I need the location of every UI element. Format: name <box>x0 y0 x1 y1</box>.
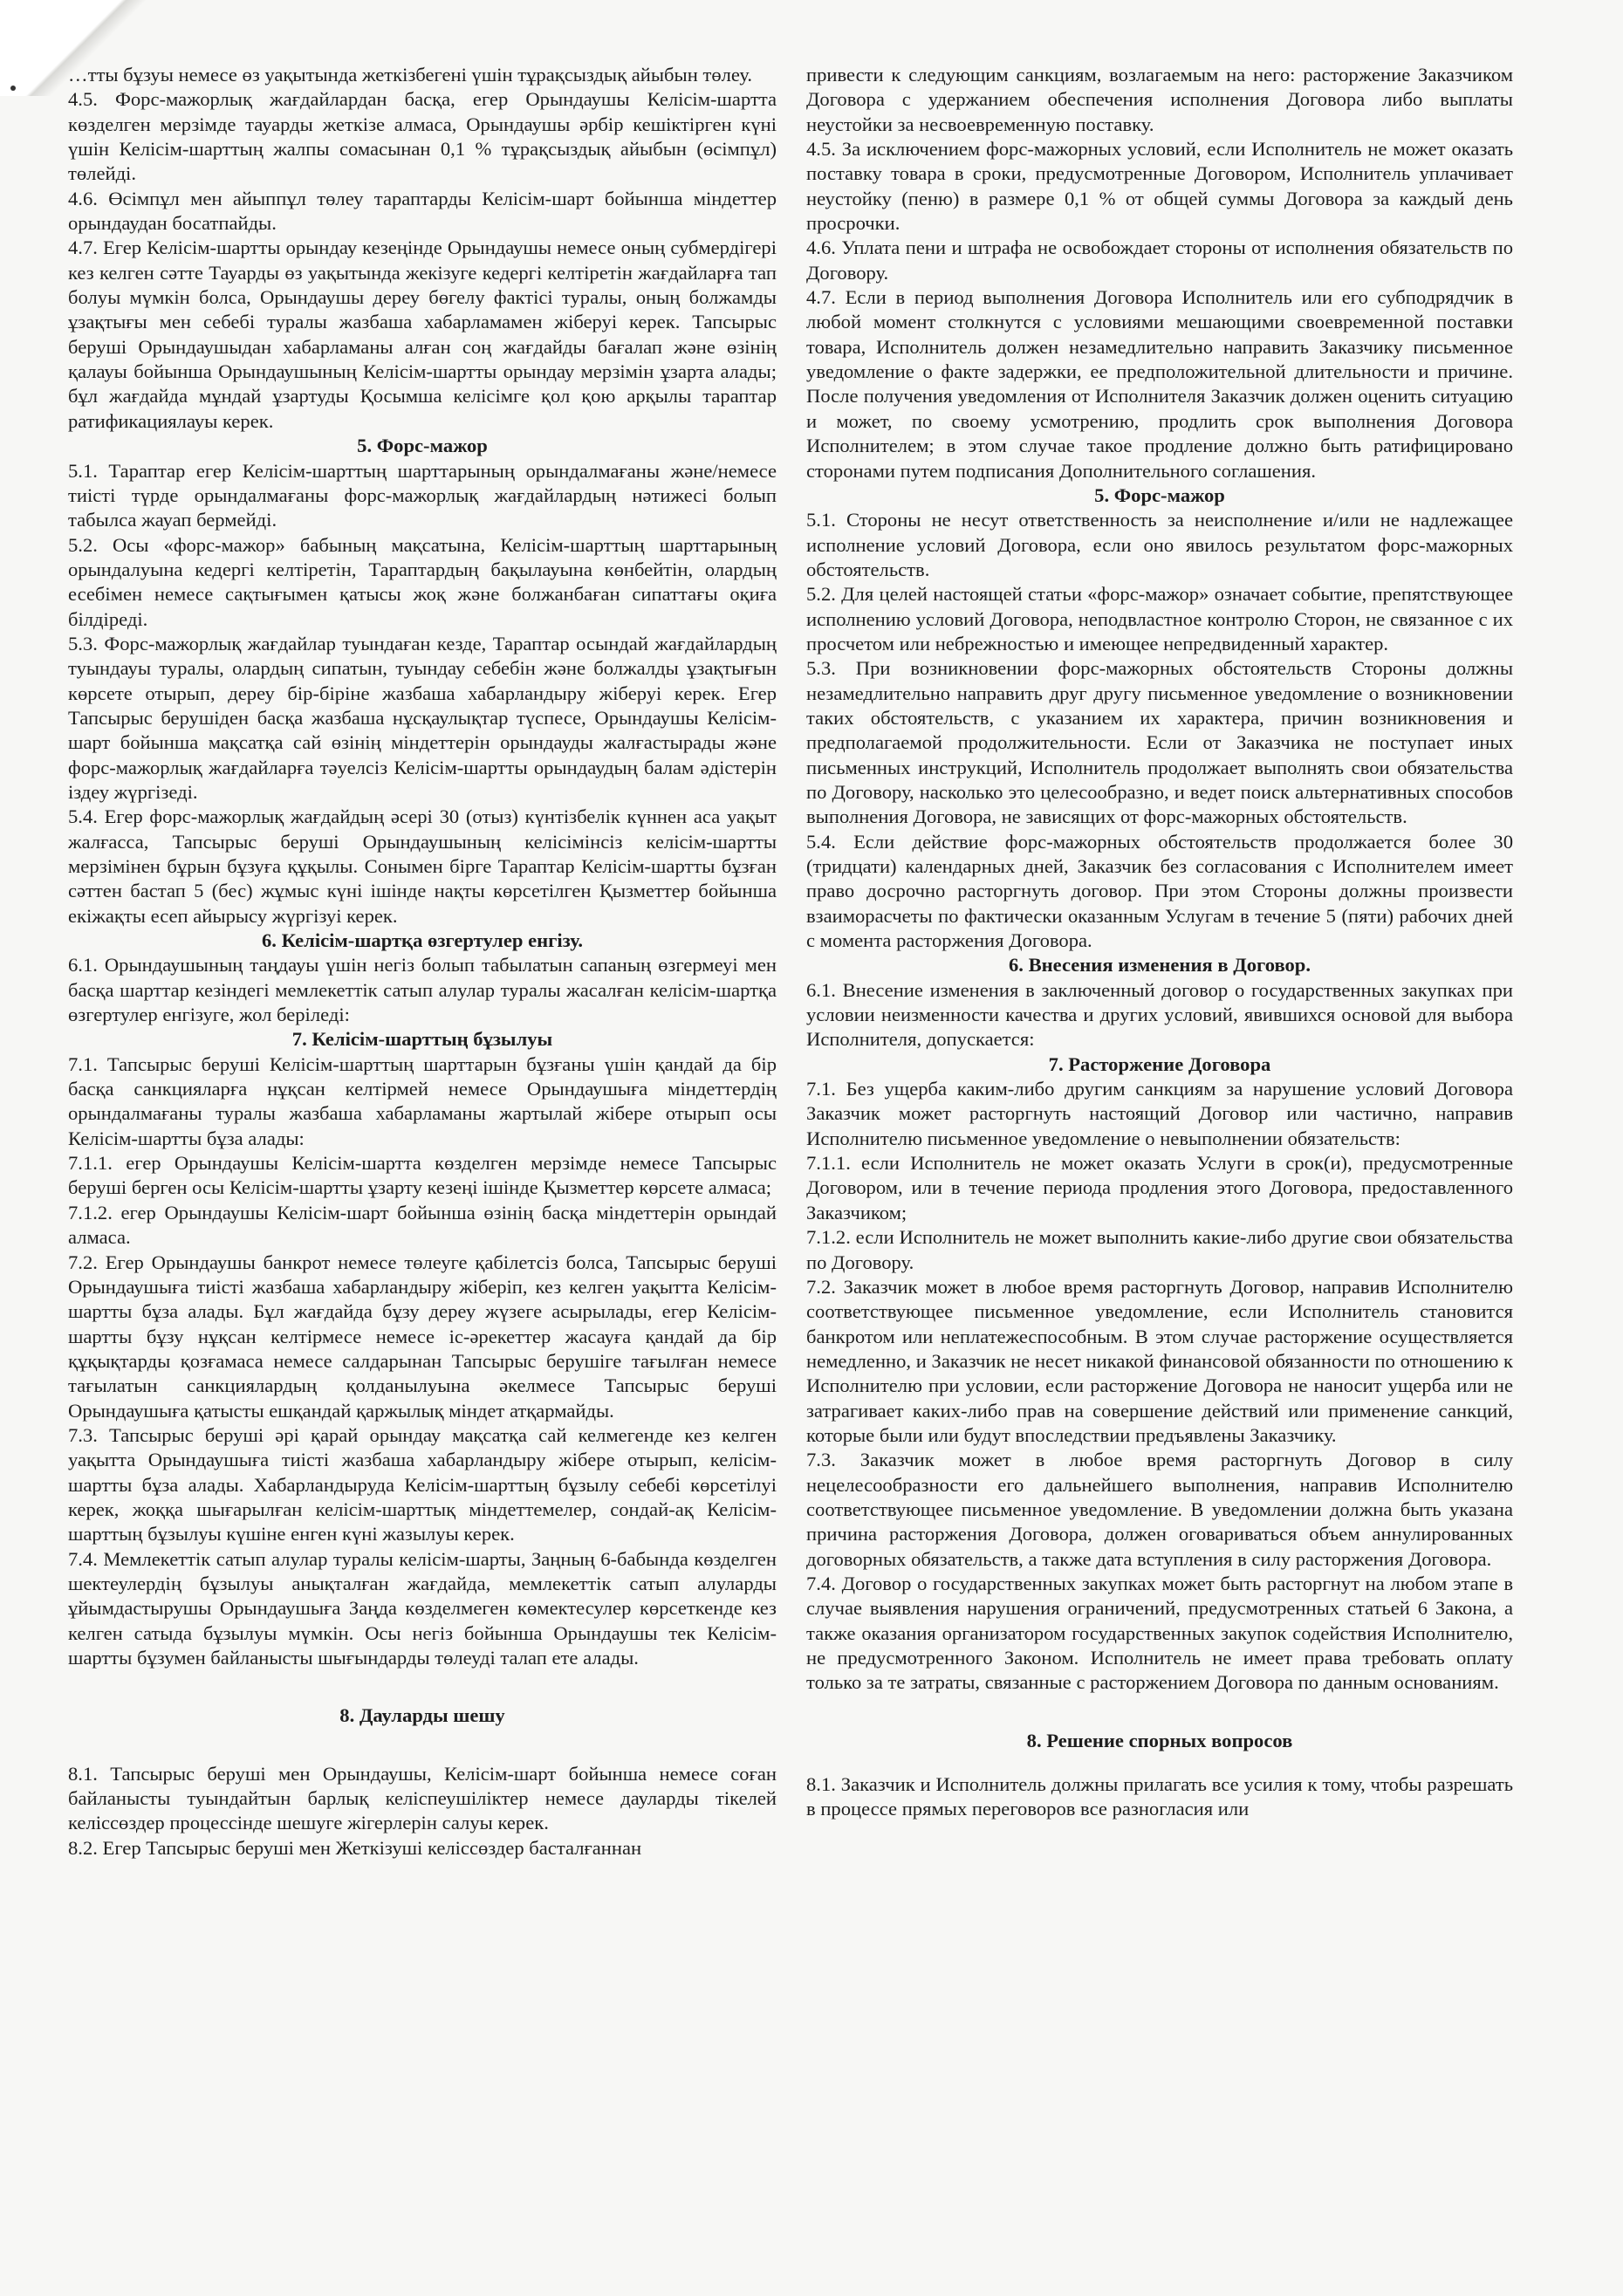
clause-7-1: 7.1. Без ущерба каким-либо другим санкциям за нарушение условий Договора Заказчик может расторгнуть настоящий Договор или частично, направив Исполнителю письменное уведомление о невыполнении обязательств: <box>806 1078 1513 1149</box>
clause-7-1-2: 7.1.2. если Исполнитель не может выполнить какие-либо другие свои обязательства по Договору. <box>806 1226 1513 1273</box>
clause-5-4: 5.4. Если действие форс-мажорных обстоятельств продолжается более 30 (тридцати) календарных дней, Заказчик без согласования с Исполнителем имеет право досрочно расторгнуть договор. При этом Стороны должны произвести взаиморасчеты по фактически оказанным Услугам в течение 5 (пяти) рабочих дней с момента расторжения Договора. <box>806 830 1513 952</box>
clause-8-1: 8.1. Заказчик и Исполнитель должны прилагать все усилия к тому, чтобы разрешать в процессе прямых переговоров все разногласия или <box>806 1773 1513 1820</box>
clause-5-1: 5.1. Стороны не несут ответственность за неисполнение и/или не надлежащее исполнение условий Договора, если оно явилось результатом форс-мажорных обстоятельств. <box>806 509 1513 580</box>
clause-5-4: 5.4. Егер форс-мажорлық жағдайдың әсері 30 (отыз) күнтізбелік күннен аса уақыт жалғасса, Тапсырыс беруші Орындаушының келісімінсіз келісім-шартты мерзімінен бұрын бұзуға құқылы. Сонымен бірге Тараптар Келісім-шартты бұзған сәттен бастап 5 (бес) жұмыс күні ішінде нақты көрсетілген Қызметтер бойынша екіжақты есеп айырысу жүргізуі керек. <box>68 805 777 927</box>
clause-7-3: 7.3. Заказчик может в любое время расторгнуть Договор в силу нецелесообразности его дальнейшего выполнения, направив Исполнителю соответствующее письменное уведомление. В уведомлении должна быть указана причина расторжения Договора, должен оговариваться объем аннулированных договорных обязательств, а также дата вступления в силу расторжения Договора. <box>806 1449 1513 1570</box>
clause-4-6: 4.6. Өсімпұл мен айыппұл төлеу тараптарды Келісім-шарт бойынша міндеттер орындаудан босатпайды. <box>68 187 777 235</box>
clause-7-4: 7.4. Договор о государственных закупках может быть расторгнут на любом этапе в случае выявления нарушения ограничений, предусмотренных статьей 6 Закона, а также оказания организатором государственных закупок содействия Исполнителю, не предусмотренного Законом. Исполнитель не имеет права требовать оплату только за те затраты, связанные с расторжением Договора по данным основаниям. <box>806 1572 1513 1694</box>
heading-6: 6. Внесения изменения в Договор. <box>1008 954 1311 977</box>
heading-7: 7. Расторжение Договора <box>1048 1052 1271 1075</box>
clause-5-3: 5.3. Форс-мажорлық жағдайлар туындаған кезде, Тараптар осындай жағдайлардың туындауы туралы, олардың сипатын, туындау себебін және болжалды ұзақтығын көрсете отырып, дереу бір-біріне жазбаша хабарландыру жіберуі керек. Егер Тапсырыс берушіден басқа жазбаша нұсқаулықтар түспесе, Орындаушы Келісім-шарт бойынша мақсатқа сай өзінің міндеттерін орындауды жалғастырады және форс-мажорлық жағдайларға тәуелсіз Келісім-шартты орындаудың балам әдістерін іздеу жүргізеді. <box>68 632 777 803</box>
clause-7-1-1: 7.1.1. егер Орындаушы Келісім-шартта көзделген мерзімде немесе Тапсырыс беруші берген осы Келісім-шартты ұзарту кезеңі ішінде Қызметтер көрсете алмаса; <box>68 1152 777 1199</box>
heading-6: 6. Келісім-шартқа өзгертулер енгізу. <box>262 929 583 952</box>
heading-8: 8. Решение спорных вопросов <box>1026 1729 1293 1751</box>
clause-7-2: 7.2. Егер Орындаушы банкрот немесе төлеуге қабілетсіз болса, Тапсырыс беруші Орындаушыға тиісті жазбаша хабарландыру жіберіп, кез келген уақытта Келісім-шартты бұза алады. Бұл жағдайда бұзу дереу жүзеге асырылады, егер Келісім-шартты бұзу нұқсан келтірмесе немесе іс-әрекеттер жасауға қандай да бір құқықтарды қозғамаса немесе салдарынан Тапсырыс берушіге тағылған немесе тағылатын санкциялардың қолданылуына әкелмесе Тапсырыс беруші Орындаушыға қатысты ешқандай қаржылық міндет атқармайды. <box>68 1251 777 1422</box>
clause-8-1: 8.1. Тапсырыс беруші мен Орындаушы, Келісім-шарт бойынша немесе соған байланысты туындайтын барлық келіспеушіліктер немесе дауларды тікелей келіссөздер процессінде шешуге жігерлерін салуы керек. <box>68 1762 777 1834</box>
clause-7-1: 7.1. Тапсырыс беруші Келісім-шарттың шарттарын бұзғаны үшін қандай да бір басқа санкцияларға нұқсан келтірмей немесе Орындаушыға міндеттердің орындалмағаны туралы жазбаша хабарламаны жартылай жібере отырып осы Келісім-шартты бұза алады: <box>68 1052 777 1149</box>
clause-4-5: 4.5. Форс-мажорлық жағдайлардан басқа, егер Орындаушы Келісім-шартта көзделген мерзімде тауарды жеткізе алмаса, Орындаушы әрбір кешіктірген күні үшін Келісім-шарттың жалпы сомасынан 0,1 % тұрақсыздық айыбын (өсімпұл) төлейді. <box>68 88 777 185</box>
ink-dot <box>10 86 16 91</box>
clause-4-6: 4.6. Уплата пени и штрафа не освобождает стороны от исполнения обязательств по Договору. <box>806 236 1513 284</box>
kazakh-column <box>68 63 777 1861</box>
clause-7-1-1: 7.1.1. если Исполнитель не может оказать Услуги в срок(и), предусмотренные Договором, или в течение периода продления этого Договора, предоставленного Заказчиком; <box>806 1152 1513 1223</box>
clause-5-1: 5.1. Тараптар егер Келісім-шарттың шарттарының орындалмағаны және/немесе тиісті түрде орындалмағаны форс-мажорлық жағдайлардың нәтижесі болып табылса жауап бермейді. <box>68 459 777 531</box>
russian-column <box>806 63 1513 1822</box>
clause-7-1-2: 7.1.2. егер Орындаушы Келісім-шарт бойынша өзінің басқа міндеттерін орындай алмаса. <box>68 1201 777 1249</box>
clause-6-1: 6.1. Внесение изменения в заключенный договор о государственных закупках при условии неизменности качества и других условий, явившихся основой для выбора Исполнителя, допускается: <box>806 978 1513 1051</box>
clause-4-4-end: …тты бұзуы немесе өз уақытында жеткізбегені үшін тұрақсыздық айыбын төлеу. <box>68 64 753 86</box>
heading-5: 5. Форс-мажор <box>357 435 488 457</box>
clause-4-5: 4.5. За исключением форс-мажорных условий, если Исполнитель не может оказать поставку товара в сроки, предусмотренные Договором, Исполнитель уплачивает неустойку (пеню) в размере 0,1 % от общей суммы Договора за каждый день просрочки. <box>806 138 1513 235</box>
clause-8-2: 8.2. Егер Тапсырыс беруші мен Жеткізуші келіссөздер басталғаннан <box>68 1836 642 1859</box>
clause-4-7: 4.7. Если в период выполнения Договора Исполнитель или его субподрядчик в любой момент столкнутся с условиями мешающими своевременной поставки товара, Исполнитель должен незамедлительно направить Заказчику письменное уведомление о факте задержки, ее предположительной длительности и причине. После получения уведомления от Исполнителя Заказчик должен оценить ситуацию и может, по своему усмотрению, продлить срок выполнения Договора Исполнителем; в этом случае такое продление должно быть ратифицировано сторонами путем подписания Дополнительного соглашения. <box>806 286 1513 482</box>
heading-5: 5. Форс-мажор <box>1094 483 1225 506</box>
heading-8: 8. Дауларды шешу <box>339 1704 505 1727</box>
clause-5-2: 5.2. Для целей настоящей статьи «форс-мажор» означает событие, препятствующее исполнению условий Договора, неподвластное контролю Сторон, не связанное с их просчетом или небрежностью и имеющее непредвиденный характер. <box>806 583 1513 655</box>
clause-5-2: 5.2. Осы «форс-мажор» бабының мақсатына, Келісім-шарттың шарттарының орындалуына кедергі келтіретін, Тараптардың бақылауына көнбейтін, олардың есебімен немесе сақтығымен қатысы жоқ және болжанбаған сипаттағы оқиға білдіреді. <box>68 533 777 630</box>
clause-6-1: 6.1. Орындаушының таңдауы үшін негіз болып табылатын сапаның өзгермеуі мен басқа шарттар кезіндегі мемлекеттік сатып алулар туралы жасалған келісім-шартқа өзгертулер енгізуге, жол беріледі: <box>68 954 777 1026</box>
clause-7-2: 7.2. Заказчик может в любое время расторгнуть Договор, направив Исполнителю соответствующее письменное уведомление, если Исполнитель становится банкротом или неплатежеспособным. В этом случае расторжение осуществляется немедленно, и Заказчик не несет никакой финансовой обязанности по отношению к Исполнителю при условии, если расторжение Договора не наносит ущерба или не затрагивает каких-либо прав на совершение действий или применение санкций, которые были или будут впоследствии предъявлены Заказчику. <box>806 1275 1513 1446</box>
heading-7: 7. Келісім-шарттың бұзылуы <box>291 1028 553 1051</box>
clause-4-4-end: привести к следующим санкциям, возлагаемым на него: расторжение Заказчиком Договора с удержанием обеспечения исполнения Договора либо выплаты неустойки за несвоевременную поставку. <box>806 64 1513 135</box>
clause-7-4: 7.4. Мемлекеттік сатып алулар туралы келісім-шарты, Заңның 6-бабында көзделген шектеулердің бұзылуы анықталған жағдайда, мемлекеттік сатып алуларды ұйымдастырушы Орындаушыға Заңда көзделмеген көмектесулер көрсеткенде кез келген сатыда бұзылуы мүмкін. Осы негіз бойынша Орындаушы тек Келісім-шартты бұзумен байланысты шығындарды төлеуді талап ете алады. <box>68 1547 777 1669</box>
clause-7-3: 7.3. Тапсырыс беруші әрі қарай орындау мақсатқа сай келмегенде кез келген уақытта Орындаушыға тиісті жазбаша хабарландыру жібере отырып, келісім-шартты бұза алады. Хабарландыруда Келісім-шарттың бұзылу себебі көрсетілуі керек, жоққа шығарылған келісім-шарттық міндеттемелер, сондай-ақ Келісім-шарттың бұзылуы күшіне енген күні жазылуы керек. <box>68 1423 777 1546</box>
clause-4-7: 4.7. Егер Келісім-шартты орындау кезеңінде Орындаушы немесе оның субмердігері кез келген сәтте Тауарды өз уақытында жекізуге кедергі келтіретін жағдайларға тап болуы мүмкін болса, Орындаушы дереу бөгелу фактісі туралы, оның болжамды ұзақтығы мен себебі туралы жазбаша хабарламамен жіберуі керек. Тапсырыс беруші Орындаушыдан хабарламаны алған соң жағдайды бағалап және өзінің қалауы бойынша Орындаушының Келісім-шартты орындау мерзімін ұзарта алады; бұл жағдайда мұндай ұзартуды Қосымша келісімге қол қою арқылы тараптар ратификациялауы керек. <box>68 236 777 432</box>
clause-5-3: 5.3. При возникновении форс-мажорных обстоятельств Стороны должны незамедлительно направить друг другу письменное уведомление о возникновении таких обстоятельств, с указанием их характера, причин возникновения и предполагаемой продолжительности. Если от Заказчика не поступает иных письменных инструкций, Исполнитель продолжает выполнять свои обязательства по Договору, насколько это целесообразно, и ведет поиск альтернативных способов выполнения Договора, не зависящих от форс-мажорных обстоятельств. <box>806 657 1513 828</box>
